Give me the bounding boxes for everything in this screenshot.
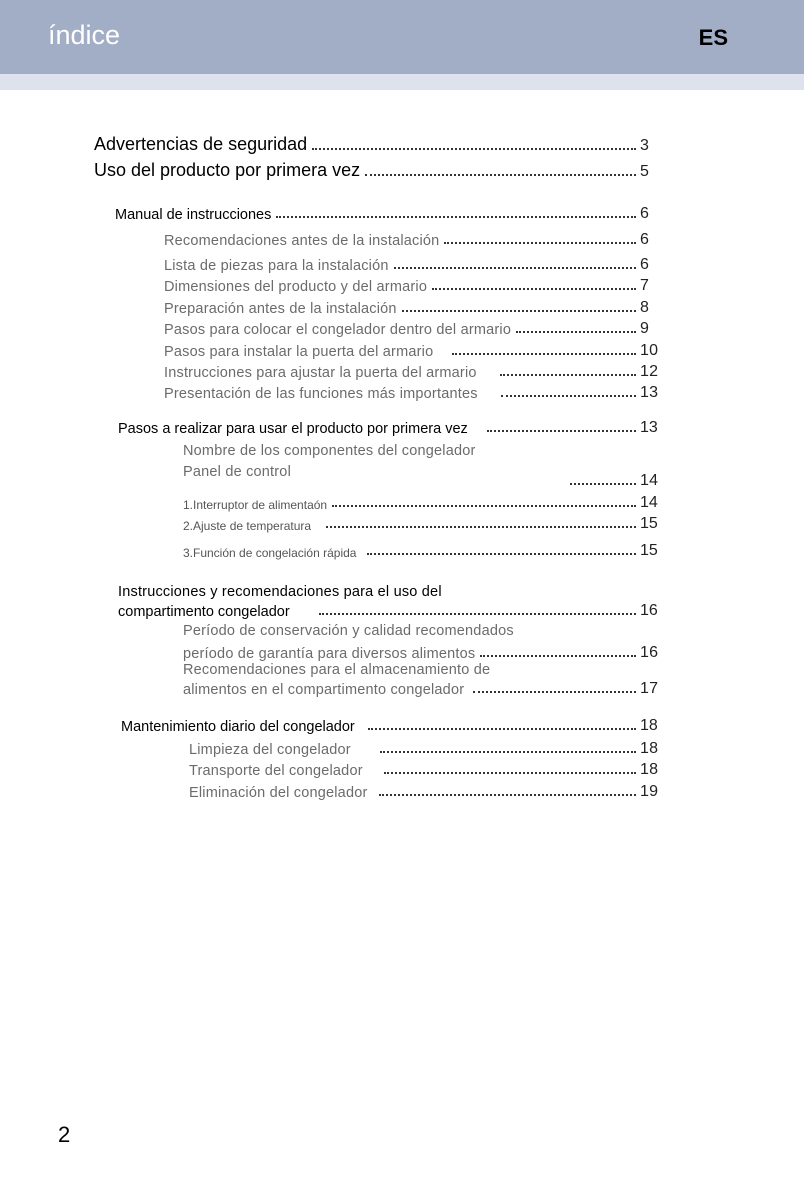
toc-entry-page: 7 [640, 277, 650, 294]
dot-leader [444, 242, 636, 244]
toc-entry[interactable] [189, 740, 662, 758]
toc-entry-page: 9 [640, 320, 650, 337]
toc-entry-page: 8 [640, 299, 650, 316]
toc-entry-title[interactable]: Nombre de los componentes del congelador [183, 443, 476, 459]
toc-entry[interactable] [164, 299, 662, 317]
toc-entry-page: 6 [640, 231, 650, 248]
toc-entry-title: 1.Interruptor de alimentaón [183, 498, 328, 512]
toc-entry-title: Pasos para instalar la puerta del armario [164, 344, 434, 360]
dot-leader [432, 288, 636, 290]
dot-leader [276, 216, 636, 218]
toc-entry-title: Preparación antes de la instalación [164, 301, 397, 317]
dot-leader [380, 751, 636, 753]
dot-leader [501, 395, 636, 397]
dot-leader [379, 794, 637, 796]
toc-entry-title: Advertencias de seguridad [94, 134, 308, 154]
toc-entry-title: Manual de instrucciones [115, 207, 272, 223]
toc-entry-title: Mantenimiento diario del congelador [121, 719, 355, 735]
toc-entry-page: 14 [640, 472, 659, 489]
toc-entry-page: 6 [640, 256, 650, 273]
toc-entry[interactable] [164, 256, 662, 274]
toc-entry-page: 18 [640, 761, 659, 778]
toc-entry-page: 16 [640, 644, 659, 661]
toc-entry[interactable] [568, 472, 662, 490]
toc-entry-title: Limpieza del congelador [189, 742, 351, 758]
toc-entry-page: 10 [640, 342, 659, 359]
toc-entry[interactable] [121, 717, 662, 735]
toc-entry-title[interactable]: Recomendaciones para el almacenamiento de [183, 662, 491, 678]
toc-entry[interactable] [164, 231, 662, 249]
toc-entry-page: 13 [640, 419, 658, 436]
dot-leader [367, 553, 636, 555]
dot-leader [384, 772, 636, 774]
toc-entry[interactable] [183, 494, 662, 512]
dot-leader [332, 505, 636, 507]
toc-entry-title: 2.Ajuste de temperatura [183, 519, 312, 533]
dot-leader [402, 310, 636, 312]
toc-entry-title: Instrucciones para ajustar la puerta del armario [164, 365, 477, 381]
page-number: 2 [58, 1122, 71, 1147]
toc-entry-page: 18 [640, 717, 658, 734]
toc-entry-title: Eliminación del congelador [189, 785, 368, 801]
dot-leader [516, 331, 636, 333]
toc-entry-title: Presentación de las funciones más importantes [164, 386, 478, 402]
dot-leader [473, 691, 636, 693]
toc-entry-page: 5 [640, 163, 649, 180]
toc-entry-page: 15 [640, 542, 658, 559]
toc-entry-title: Lista de piezas para la instalación [164, 258, 389, 274]
toc-entry-title[interactable]: Período de conservación y calidad recomendados [183, 623, 514, 639]
toc-entry[interactable] [189, 783, 662, 801]
toc-entry-title: 3.Función de congelación rápida [183, 546, 357, 560]
toc-entry[interactable] [118, 419, 662, 437]
toc-entry-page: 19 [640, 783, 659, 800]
toc-entry[interactable] [94, 160, 662, 181]
toc-entry[interactable] [94, 134, 662, 155]
toc-entry[interactable] [115, 205, 662, 223]
toc-entry-title[interactable]: Panel de control [183, 464, 291, 480]
toc-entry-title: Dimensiones del producto y del armario [164, 279, 428, 295]
toc-entry-page: 3 [640, 137, 649, 154]
toc-entry-title: Uso del producto por primera vez [94, 160, 361, 180]
dot-leader [570, 483, 636, 485]
dot-leader [312, 148, 636, 150]
dot-leader [452, 353, 636, 355]
dot-leader [394, 267, 636, 269]
toc-entry[interactable] [164, 342, 662, 360]
toc-entry-title: Pasos para colocar el congelador dentro del armario [164, 322, 512, 338]
toc-entry-page: 12 [640, 363, 659, 380]
dot-leader [326, 526, 636, 528]
toc-entry-title: alimentos en el compartimento congelador [183, 682, 465, 698]
dot-leader [500, 374, 636, 376]
dot-leader [365, 174, 636, 176]
toc-entry-title: período de garantía para diversos alimentos [183, 646, 476, 662]
toc-entry-page: 14 [640, 494, 658, 511]
dot-leader [487, 430, 636, 432]
toc-entry[interactable] [183, 542, 662, 560]
toc-entry[interactable] [189, 761, 662, 779]
header-bar [0, 0, 804, 74]
toc-entry-title: Transporte del congelador [189, 763, 363, 779]
toc-entry-page: 18 [640, 740, 659, 757]
toc-entry-title: Recomendaciones antes de la instalación [164, 233, 440, 249]
header-strip [0, 74, 804, 90]
toc-entry-page: 15 [640, 515, 658, 532]
toc-entry[interactable] [164, 363, 662, 381]
toc-entry[interactable] [164, 277, 662, 295]
toc-entry[interactable] [164, 320, 662, 338]
language-badge: ES [698, 25, 728, 50]
toc-entry-title[interactable]: Instrucciones y recomendaciones para el uso del [118, 584, 442, 600]
toc-entry-page: 13 [640, 384, 659, 401]
toc-entry[interactable] [118, 602, 662, 620]
toc-entry[interactable] [183, 644, 662, 662]
toc-entry[interactable] [183, 515, 662, 533]
dot-leader [368, 728, 636, 730]
dot-leader [319, 613, 636, 615]
dot-leader [480, 655, 636, 657]
toc-entry[interactable] [183, 680, 662, 698]
toc-entry-page: 17 [640, 680, 659, 697]
page-title: índice [48, 20, 121, 50]
toc-entry[interactable] [164, 384, 662, 402]
toc-entry-title: compartimento congelador [118, 604, 290, 620]
toc-entry-page: 16 [640, 602, 658, 619]
toc-entry-page: 6 [640, 205, 649, 222]
toc-entry-title: Pasos a realizar para usar el producto por primera vez [118, 421, 468, 437]
